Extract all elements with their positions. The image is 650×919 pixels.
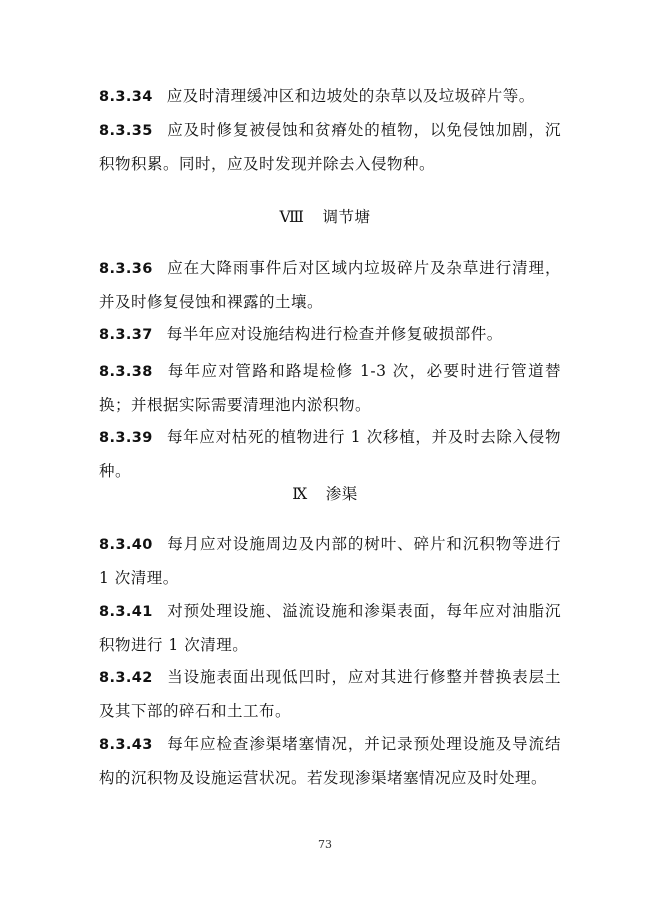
clause-8-3-35 (99, 114, 561, 181)
clause-text: 每半年应对设施结构进行检查并修复破损部件。 (166, 325, 503, 343)
clause-text: 应及时清理缓冲区和边坡处的杂草以及垃圾碎片等。 (166, 87, 535, 105)
clause-number: 8.3.40 (99, 537, 153, 553)
clause-number: 8.3.39 (99, 430, 153, 446)
clause-8-3-42 (99, 661, 561, 728)
clause-text: 每月应对设施周边及内部的树叶、碎片和沉积物等进行 1 次清理。 (99, 535, 561, 587)
section-numeral: Ⅷ (279, 208, 305, 226)
clause-text: 每年应对管路和路堤检修 1-3 次，必要时进行管道替换；并根据实际需要清理池内淤积物。 (99, 362, 561, 414)
clause-8-3-37 (99, 318, 561, 352)
clause-text: 每年应对枯死的植物进行 1 次移植，并及时去除入侵物种。 (99, 428, 561, 480)
page-number: 73 (318, 838, 332, 851)
clause-number: 8.3.35 (99, 123, 153, 139)
section-heading-infiltration-trench (0, 482, 650, 506)
clause-8-3-36 (99, 252, 561, 319)
clause-number: 8.3.43 (99, 737, 153, 753)
clause-text: 当设施表面出现低凹时，应对其进行修整并替换表层土及其下部的碎石和土工布。 (99, 668, 561, 720)
clause-8-3-39 (99, 421, 561, 488)
clause-number: 8.3.41 (99, 604, 153, 620)
clause-number: 8.3.42 (99, 670, 153, 686)
section-heading-retention-pond (0, 205, 650, 229)
clause-8-3-40 (99, 528, 561, 595)
clause-8-3-34 (99, 80, 561, 114)
clause-text: 每年应检查渗渠堵塞情况，并记录预处理设施及导流结构的沉积物及设施运营状况。若发现渗渠堵塞情况应及时处理。 (99, 735, 561, 787)
clause-8-3-38 (99, 355, 561, 422)
section-title: 渗渠 (325, 485, 358, 503)
clause-number: 8.3.37 (99, 327, 153, 343)
clause-text: 应在大降雨事件后对区域内垃圾碎片及杂草进行清理，并及时修复侵蚀和裸露的土壤。 (99, 259, 561, 311)
clause-text: 应及时修复被侵蚀和贫瘠处的植物，以免侵蚀加剧，沉积物积累。同时，应及时发现并除去入侵物种。 (99, 121, 561, 173)
clause-8-3-43 (99, 728, 561, 795)
clause-number: 8.3.34 (99, 89, 153, 105)
clause-text: 对预处理设施、溢流设施和渗渠表面，每年应对油脂沉积物进行 1 次清理。 (99, 602, 561, 654)
clause-8-3-41 (99, 595, 561, 662)
section-title: 调节塘 (322, 208, 371, 226)
clause-number: 8.3.36 (99, 261, 153, 277)
section-numeral: Ⅸ (292, 485, 308, 503)
clause-number: 8.3.38 (99, 364, 153, 380)
